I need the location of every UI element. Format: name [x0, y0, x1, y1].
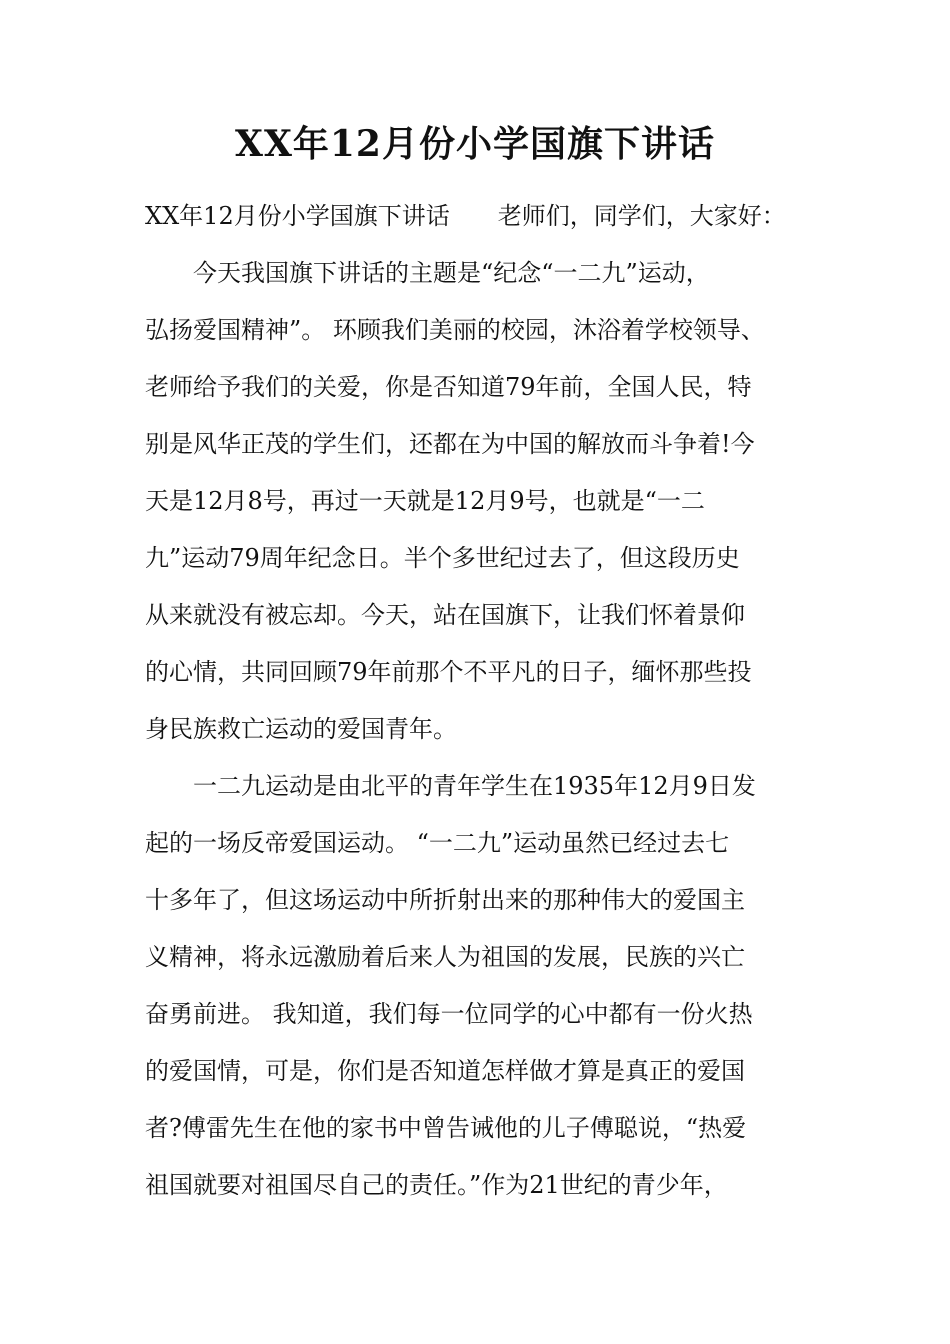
- text-line: 的爱国情，可是，你们是否知道怎样做才算是真正的爱国: [145, 1057, 745, 1085]
- text-line: 老师给予我们的关爱，你是否知道79年前，全国人民，特: [145, 373, 752, 401]
- text-line: 九”运动79周年纪念日。半个多世纪过去了，但这段历史: [145, 544, 740, 572]
- text-line: 的心情，共同回顾79年前那个不平凡的日子，缅怀那些投: [145, 658, 752, 686]
- text-line: 起的一场反帝爱国运动。 “一二九”运动虽然已经过去七: [145, 829, 730, 857]
- page-title: XX年12月份小学国旗下讲话: [235, 123, 715, 165]
- text-line: 一二九运动是由北平的青年学生在1935年12月9日发: [145, 772, 756, 800]
- text-line: 别是风华正茂的学生们，还都在为中国的解放而斗争着!今: [145, 430, 755, 458]
- text-line: 身民族救亡运动的爱国青年。: [145, 715, 457, 743]
- text-line: 者?傅雷先生在他的家书中曾告诫他的儿子傅聪说，“热爱: [145, 1114, 747, 1142]
- text-line: 弘扬爱国精神”。 环顾我们美丽的校园，沐浴着学校领导、: [145, 316, 765, 344]
- text-line: 十多年了，但这场运动中所折射出来的那种伟大的爱国主: [145, 886, 745, 914]
- text-line: XX年12月份小学国旗下讲话 老师们，同学们，大家好：: [145, 202, 786, 230]
- text-line: 今天我国旗下讲话的主题是“纪念“一二九”运动，: [145, 259, 710, 287]
- text-line: 奋勇前进。 我知道，我们每一位同学的心中都有一份火热: [145, 1000, 753, 1028]
- text-line: 祖国就要对祖国尽自己的责任。”作为21世纪的青少年，: [145, 1171, 728, 1199]
- text-line: 从来就没有被忘却。今天，站在国旗下，让我们怀着景仰: [145, 601, 745, 629]
- text-line: 义精神，将永远激励着后来人为祖国的发展，民族的兴亡: [145, 943, 745, 971]
- text-line: 天是12月8号，再过一天就是12月9号，也就是“一二: [145, 487, 705, 515]
